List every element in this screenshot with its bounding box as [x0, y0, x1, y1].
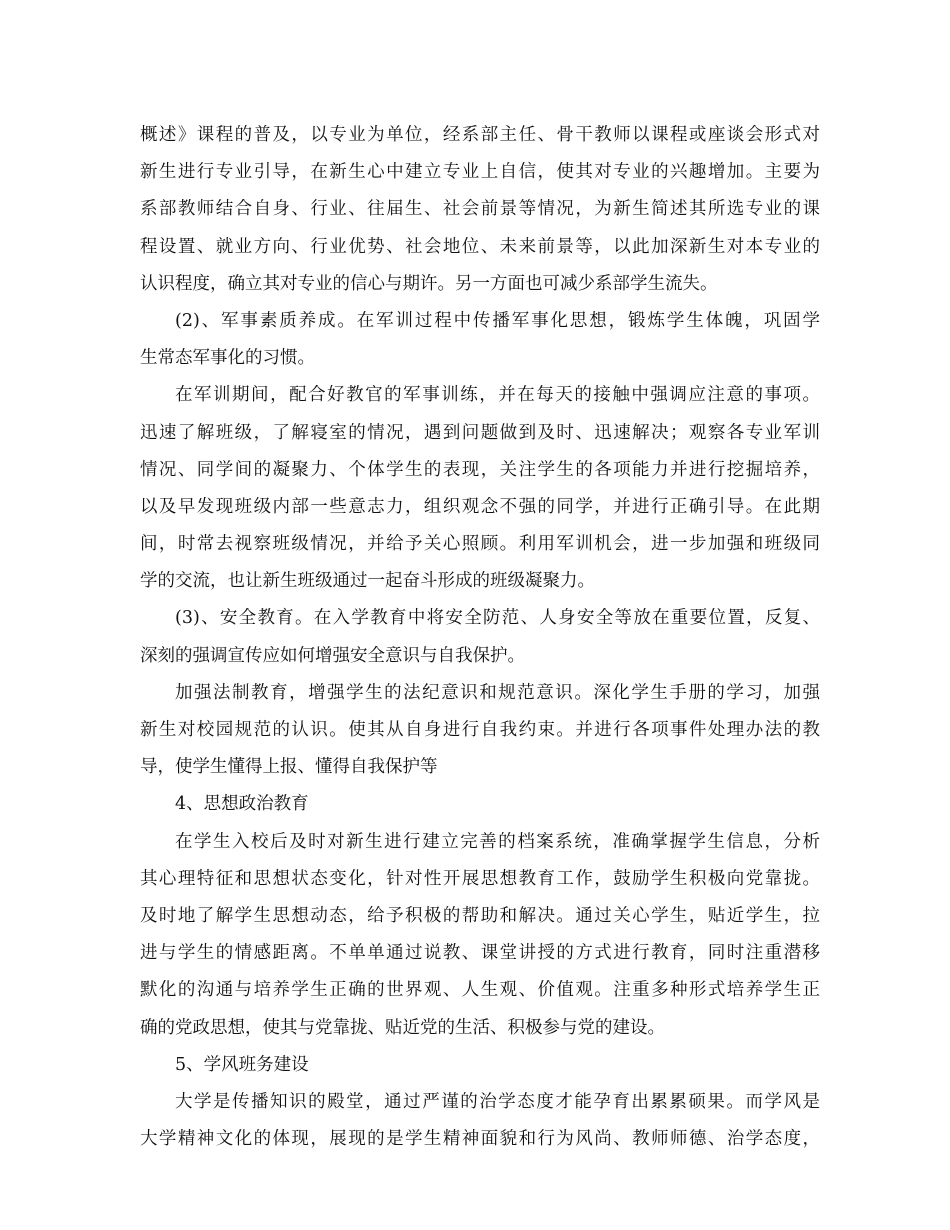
- text-line: 进与学生的情感距离。不单单通过说教、课堂讲授的方式进行教育，同时注重潜移: [140, 943, 820, 964]
- text-line: 及时地了解学生思想动态，给予积极的帮助和解决。通过关心学生，贴近学生，拉: [140, 905, 820, 926]
- text-line: (3)、安全教育。在入学教育中将安全防范、人身安全等放在重要位置，反复、: [175, 608, 820, 629]
- text-line: 5、学风班务建设: [175, 1054, 309, 1075]
- text-line: 新生进行专业引导，在新生心中建立专业上自信，使其对专业的兴趣增加。主要为: [140, 162, 820, 183]
- text-line: 以及早发现班级内部一些意志力，组织观念不强的同学，并进行正确引导。在此期: [140, 496, 820, 517]
- text-line: 大学精神文化的体现，展现的是学生精神面貌和行为风尚、教师师德、治学态度，: [140, 1129, 820, 1150]
- text-line: 生常态军事化的习惯。: [140, 348, 315, 369]
- text-line: 加强法制教育，增强学生的法纪意识和规范意识。深化学生手册的学习，加强: [175, 682, 820, 703]
- text-line: 大学是传播知识的殿堂，通过严谨的治学态度才能孕育出累累硕果。而学风是: [175, 1091, 820, 1112]
- text-line: 新生对校园规范的认识。使其从自身进行自我约束。并进行各项事件处理办法的教: [140, 720, 820, 740]
- text-line: 确的党政思想，使其与党靠拢、贴近党的生活、积极参与党的建设。: [140, 1017, 665, 1038]
- text-line: 间，时常去视察班级情况，并给予关心照顾。利用军训机会，进一步加强和班级同: [140, 534, 820, 555]
- text-line: 系部教师结合自身、行业、往届生、社会前景等情况，为新生简述其所选专业的课: [140, 199, 820, 220]
- text-line: 认识程度，确立其对专业的信心与期许。另一方面也可减少系部学生流失。: [140, 273, 718, 294]
- text-line: 深刻的强调宣传应如何增强安全意识与自我保护。: [140, 645, 525, 666]
- text-line: 默化的沟通与培养学生正确的世界观、人生观、价值观。注重多种形式培养学生正: [140, 980, 820, 1001]
- document-body: [140, 117, 820, 1158]
- text-line: 程设置、就业方向、行业优势、社会地位、未来前景等，以此加深新生对本专业的: [140, 236, 820, 257]
- text-line: 概述》课程的普及，以专业为单位，经系部主任、骨干教师以课程或座谈会形式对: [140, 125, 820, 145]
- text-line: 其心理特征和思想状态变化，针对性开展思想教育工作，鼓励学生积极向党靠拢。: [140, 868, 820, 889]
- text-line: (2)、军事素质养成。在军训过程中传播军事化思想，锻炼学生体魄，巩固学: [175, 310, 820, 331]
- text-line: 4、思想政治教育: [175, 794, 309, 815]
- text-line: 在军训期间，配合好教官的军事训练，并在每天的接触中强调应注意的事项。: [175, 385, 820, 406]
- text-line: 情况、同学间的凝聚力、个体学生的表现，关注学生的各项能力并进行挖掘培养，: [140, 459, 820, 480]
- text-line: 学的交流，也让新生班级通过一起奋斗形成的班级凝聚力。: [140, 571, 595, 592]
- text-line: 在学生入校后及时对新生进行建立完善的档案系统，准确掌握学生信息，分析: [175, 831, 820, 852]
- text-line: 导，使学生懂得上报、懂得自我保护等: [140, 757, 438, 778]
- text-line: 迅速了解班级，了解寝室的情况，遇到问题做到及时、迅速解决；观察各专业军训: [140, 422, 820, 443]
